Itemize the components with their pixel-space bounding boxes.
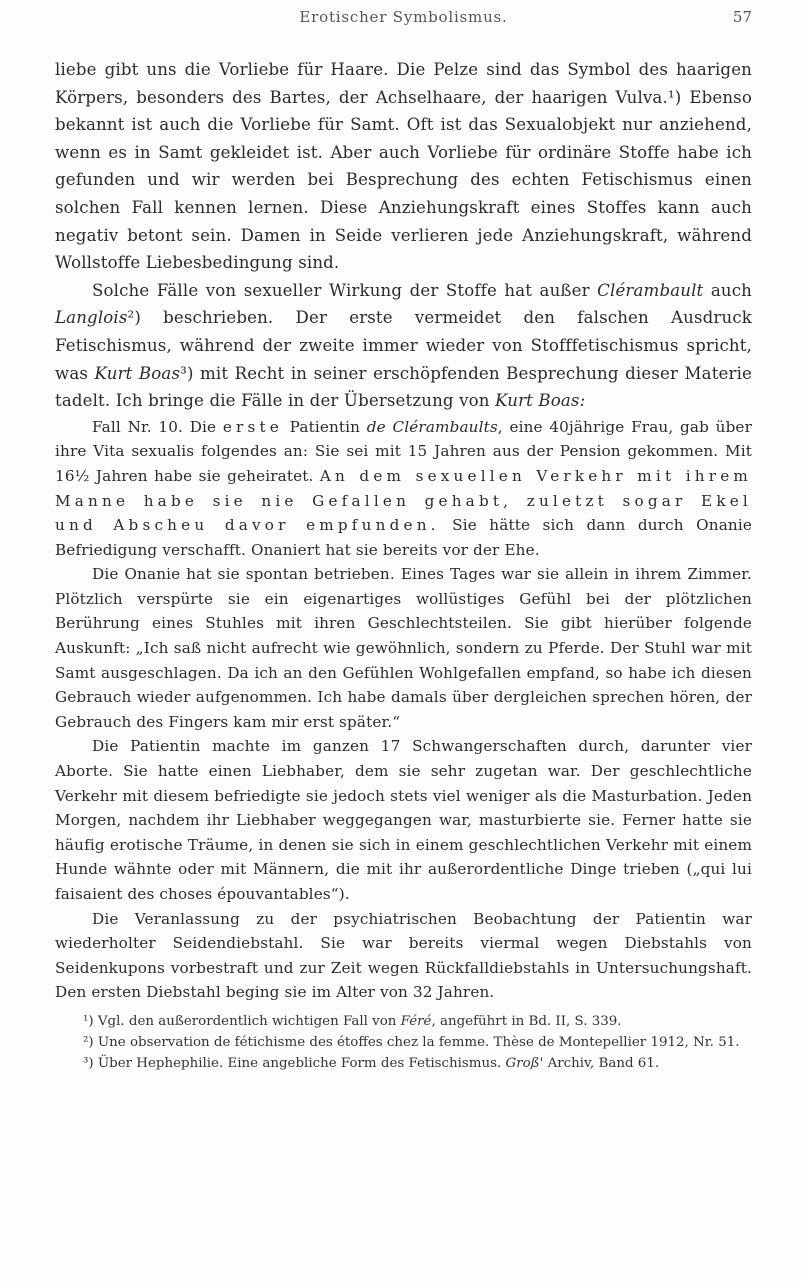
p3-spaced-erste: erste — [222, 417, 283, 436]
author-name-clerambault: Clérambault — [597, 280, 704, 300]
footnote-3 — [55, 1053, 752, 1074]
page-header — [55, 0, 752, 56]
author-name-boas-2: Kurt Boas: — [495, 391, 586, 411]
p2-text-b: auch — [703, 280, 752, 300]
fn3-text-a: ³) Über Hephephilie. Eine angebliche Form des Fetischismus. — [83, 1055, 506, 1071]
page-number: 57 — [732, 8, 752, 26]
p3-text-d: Sie hätte sich dann durch Onanie Befriedigung verschafft. Onaniert hat sie bereits vor der Ehe. — [55, 516, 752, 559]
fn1-text-a: ¹) Vgl. den außerordentlich wichtigen Fall von — [83, 1013, 401, 1029]
p3-spaced-emphasis: An dem sexuellen Verkehr mit ihrem Manne habe sie nie Gefallen gehabt, zuletzt sogar Ekel und Abscheu davor empfunden. — [55, 466, 752, 535]
author-name-gross: Groß' — [505, 1055, 544, 1071]
footnote-2: ²) Une observation de fétichisme des étoffes chez la femme. Thèse de Montepellier 1912, Nr. 51. — [83, 1034, 740, 1050]
author-name-boas: Kurt Boas — [94, 363, 181, 383]
footnote-1 — [55, 1011, 752, 1032]
footnotes — [55, 1011, 752, 1074]
running-title: Erotischer Symbolismus. — [299, 8, 508, 26]
author-name-langlois: Langlois — [55, 308, 128, 328]
paragraph-1: liebe gibt uns die Vorliebe für Haare. Die Pelze sind das Symbol des haarigen Körpers, besonders des Bartes, der Achselhaare, der haarigen Vulva.¹) Ebenso bekannt ist auch die Vorliebe für Samt. Oft ist das Sexualobjekt nur anziehend, wenn es in Samt gekleidet ist. Aber auch Vorliebe für ordinäre Stoffe habe ich gefunden und wir werden bei Besprechung des echten Fetischismus einen solchen Fall kennen lernen. Diese Anziehungskraft eines Stoffes kann auch negativ betont sein. Damen in Seide verlieren jede Anziehungskraft, während Wollstoffe Liebesbedingung sind. — [55, 60, 752, 273]
book-page — [55, 0, 752, 1281]
p2-text-a: Solche Fälle von sexueller Wirkung der Stoffe hat außer — [92, 280, 598, 300]
fn1-text-b: , angeführt in Bd. II, S. 339. — [431, 1013, 622, 1029]
p3-text-c: , eine 40jährige Frau, gab über ihre Vita sexualis folgendes an: Sie sei mit 15 Jahren aus der Pension gekommen. Mit 16½ Jahren habe sie geheiratet. — [55, 417, 752, 485]
paragraph-2 — [55, 277, 752, 415]
p3-text-b: Patientin — [283, 417, 367, 436]
p2-text-d: ³) mit Recht in seiner erschöpfenden Besprechung dieser Materie tadelt. Ich bringe die Fälle in der Übersetzung von — [55, 363, 752, 411]
author-name-fere: Féré — [400, 1013, 432, 1029]
p2-text-c: ²) beschrieben. Der erste vermeidet den falschen Ausdruck Fetischismus, während der zweite immer wieder von Stofffetischismus spricht, was — [55, 308, 752, 383]
paragraph-6: Die Veranlassung zu der psychiatrischen Beobachtung der Patientin war wiederholter Seidendiebstahl. Sie war bereits viermal wegen Diebstahls von Seidenkupons vorbestraft und zur Zeit wegen Rückfalldiebstahls in Untersuchungshaft. Den ersten Diebstahl beging sie im Alter von 32 Jahren. — [55, 909, 752, 1002]
paragraph-4: Die Onanie hat sie spontan betrieben. Eines Tages war sie allein in ihrem Zimmer. Plötzlich verspürte sie ein eigenartiges wollüstiges Gefühl bei der plötzlichen Berührung eines Stuhles mit ihren Geschlechtsteilen. Sie gibt hierüber folgende Auskunft: „Ich saß nicht aufrecht wie gewöhnlich, sondern zu Pferde. Der Stuhl war mit Samt ausgeschlagen. Da ich an den Gefühlen Wohlgefallen empfand, so habe ich diesen Gebrauch wieder aufgenommen. Ich habe damals über dergleichen sprechen hören, der Gebrauch des Fingers kam mir erst später.“ — [55, 565, 752, 731]
paragraph-5: Die Patientin machte im ganzen 17 Schwangerschaften durch, darunter vier Aborte. Sie hatte einen Liebhaber, dem sie sehr zugetan war. Der geschlechtliche Verkehr mit diesem befriedigte sie jedoch stets viel weniger als die Masturbation. Jeden Morgen, nachdem ihr Liebhaber weggegangen war, masturbierte sie. Ferner hatte sie häufig erotische Träume, in denen sie sich in einem geschlechtlichen Verkehr mit einem Hunde wähnte oder mit Männern, die mit ihr außerordentliche Dinge trieben („qui lui faisaient des choses épouvantables“). — [55, 737, 752, 903]
fn3-text-b: Archiv, Band 61. — [543, 1055, 660, 1071]
body-text — [55, 56, 752, 1005]
p3-text-a: Fall Nr. 10. Die — [92, 417, 223, 436]
paragraph-case-10 — [55, 415, 752, 563]
author-name-clerambaults: de Clérambaults — [366, 417, 498, 436]
